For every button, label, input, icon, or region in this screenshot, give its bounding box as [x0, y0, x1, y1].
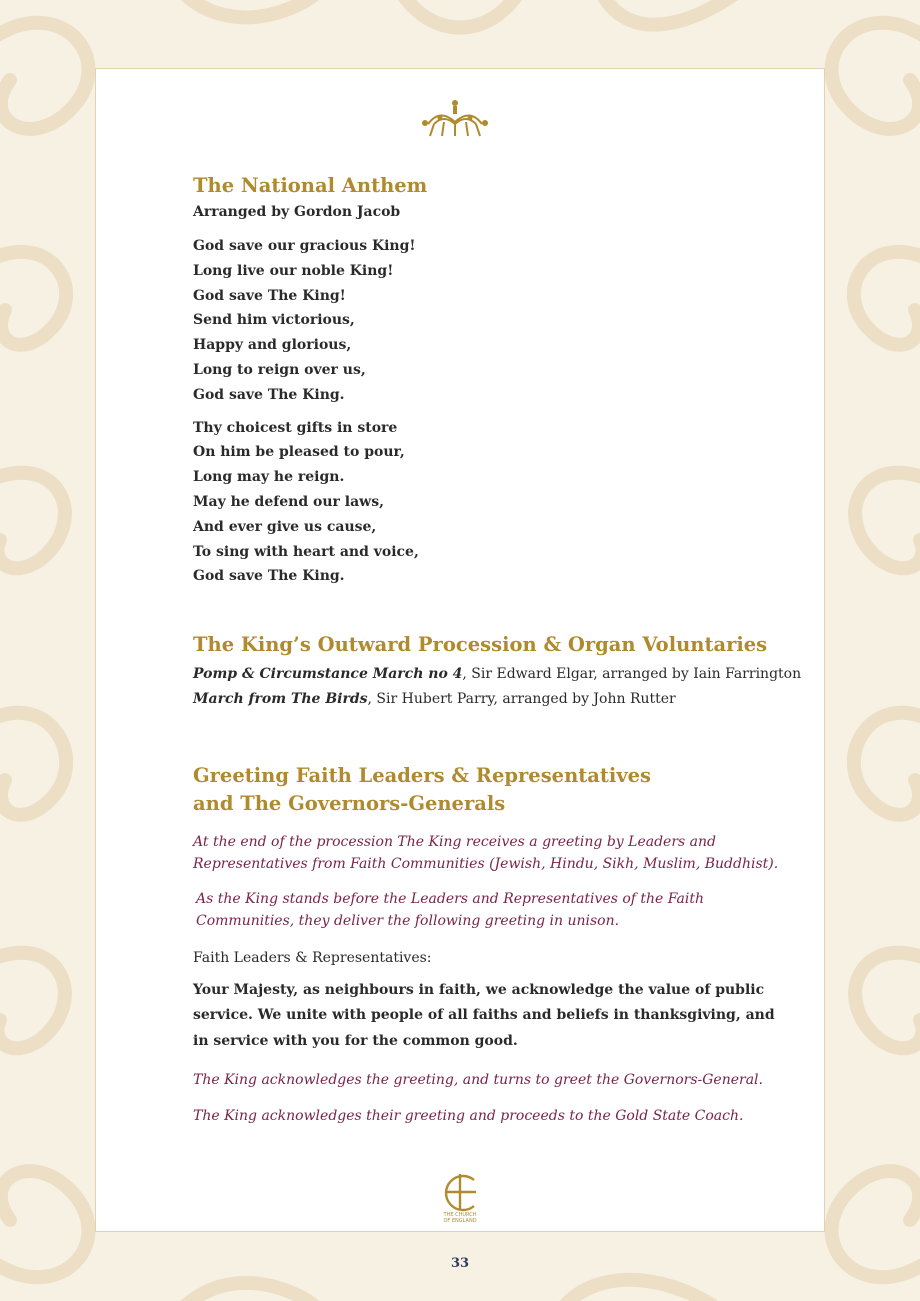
work-details: , Sir Edward Elgar, arranged by Iain Farrington [462, 666, 802, 683]
verse-line: God save The King. [193, 568, 345, 585]
procession-heading: The King’s Outward Procession & Organ Voluntaries [193, 633, 768, 657]
crown-icon [420, 98, 490, 142]
greeting-heading [193, 762, 803, 818]
national-anthem-heading: The National Anthem [193, 174, 428, 197]
voluntary-item [193, 662, 803, 687]
verse-line: On him be pleased to pour, [193, 444, 405, 461]
verse-line: Long may he reign. [193, 469, 345, 486]
verse-line: Send him victorious, [193, 312, 355, 329]
greeting-line: in service with you for the common good. [193, 1032, 518, 1049]
logo-line: THE CHURCH [443, 1212, 477, 1218]
verse-line: God save The King. [193, 386, 345, 403]
rubric-line: Communities, they deliver the following greeting in unison. [196, 912, 620, 929]
greeting-line: Your Majesty, as neighbours in faith, we acknowledge the value of public [193, 981, 765, 998]
verse-line: Happy and glorious, [193, 337, 352, 354]
rubric: The King acknowledges their greeting and proceeds to the Gold State Coach. [193, 1107, 744, 1124]
rubric-line: Representatives from Faith Communities (Jewish, Hindu, Sikh, Muslim, Buddhist). [193, 855, 779, 872]
work-details: , Sir Hubert Parry, arranged by John Rutter [367, 691, 676, 708]
church-of-england-wordmark [430, 1212, 490, 1224]
anthem-verse-2 [193, 416, 803, 590]
work-title: Pomp & Circumstance March no 4 [193, 666, 463, 683]
work-title: March from The Birds [193, 691, 368, 708]
rubric [193, 889, 803, 932]
verse-line: Thy choicest gifts in store [193, 419, 398, 436]
rubric: The King acknowledges the greeting, and turns to greet the Governors-General. [193, 1072, 763, 1089]
rubric-line: As the King stands before the Leaders and Representatives of the Faith [196, 891, 705, 908]
speaker-label: Faith Leaders & Representatives: [193, 950, 432, 967]
voluntary-item [193, 687, 803, 712]
greeting-heading-line: and The Governors-Generals [193, 792, 506, 816]
verse-line: God save The King! [193, 287, 346, 304]
verse-line: God save our gracious King! [193, 238, 416, 254]
verse-line: May he defend our laws, [193, 493, 384, 510]
logo-line: OF ENGLAND [443, 1218, 477, 1224]
content [193, 172, 803, 1127]
anthem-arranger: Arranged by Gordon Jacob [193, 204, 401, 220]
page-number: 33 [450, 1256, 470, 1271]
verse-line: Long to reign over us, [193, 361, 366, 378]
verse-line: Long live our noble King! [193, 262, 394, 279]
verse-line: And ever give us cause, [193, 518, 377, 535]
greeting-heading-line: Greeting Faith Leaders & Representatives [193, 764, 652, 788]
greeting-text [193, 978, 803, 1055]
greeting-line: service. We unite with people of all faiths and beliefs in thanksgiving, and [193, 1007, 775, 1024]
verse-line: To sing with heart and voice, [193, 543, 419, 560]
anthem-verse-1 [193, 234, 803, 408]
rubric [193, 832, 803, 875]
rubric-line: At the end of the procession The King receives a greeting by Leaders and [193, 834, 716, 851]
